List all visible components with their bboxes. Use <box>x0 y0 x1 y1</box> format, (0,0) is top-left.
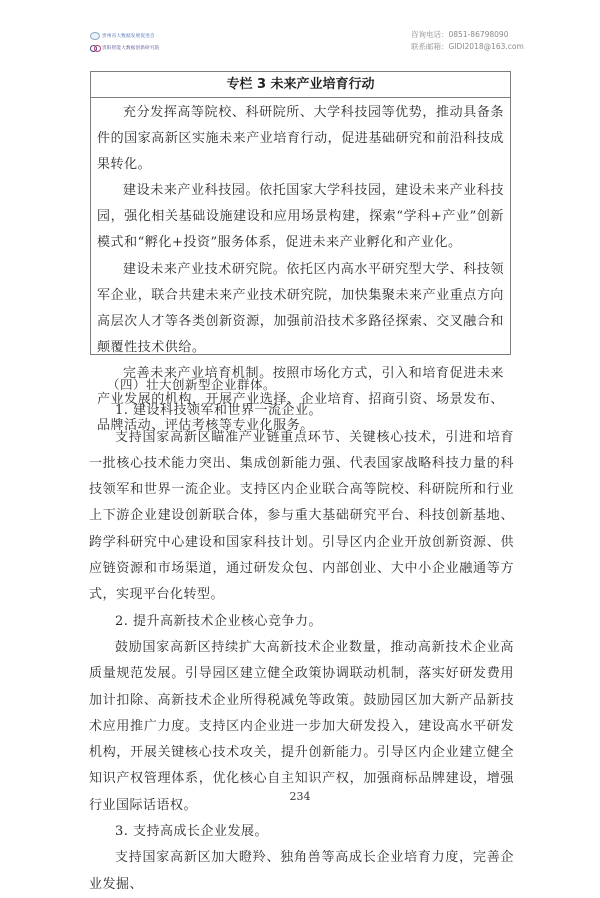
organization-logo <box>90 30 162 54</box>
logo-text-2: 贵阳智能大数据创新研究院 <box>102 45 160 51</box>
association-emblem-icon <box>90 32 100 40</box>
item-heading-1: 1. 建设科技领军和世界一流企业。 <box>115 403 323 419</box>
logo-text-1: 贵州省大数据发展促进会 <box>102 33 155 39</box>
item-paragraph-2: 鼓励国家高新区持续扩大高新技术企业数量，推动高新技术企业高质量规范发展。引导园区建立健全政策协调联动机制，落实好研发费用加计扣除、高新技术企业所得税减免等政策。鼓励园区加大新产品新技术应用推广力度。支持区内企业进一步加大研发投入，建设高水平研发机构，开展关键核心技术攻关，提升创新能力。引导区内企业建立健全知识产权管理体系，优化核心自主知识产权，加强商标品牌建设，增强行业国际话语权。 <box>89 639 514 813</box>
page-number: 234 <box>289 790 311 803</box>
logo-row-2 <box>90 42 162 53</box>
item-heading-2: 2. 提升高新技术企业核心竞争力。 <box>115 613 323 629</box>
item-paragraph-3: 支持国家高新区加大瞪羚、独角兽等高成长企业培育力度，完善企业发掘、 <box>89 850 514 892</box>
section-heading: （四）壮大创新型企业群体。 <box>107 377 277 392</box>
contact-email: 联系邮箱：GIDI2018@163.com <box>411 42 524 51</box>
column-paragraph: 建设未来产业技术研究院。依托区内高水平研究型大学、科技领军企业，联合共建未来产业技术研究院，加快集聚未来产业重点方向高层次人才等各类创新资源，加强前沿技术多路径探索、交叉融合和颠覆性技术供给。 <box>97 261 504 355</box>
column-paragraph: 建设未来产业科技园。依托国家大学科技园，建设未来产业科技园，强化相关基础设施建设和应用场景构建，探索“学科+产业”创新模式和“孵化+投资”服务体系，促进未来产业孵化和产业化。 <box>97 183 504 251</box>
column-title: 专栏 3 未来产业培育行动 <box>91 72 510 98</box>
item-paragraph-1: 支持国家高新区瞄准产业链重点环节、关键核心技术，引进和培育一批核心技术能力突出、集成创新能力强、代表国家战略科技力量的科技领军和世界一流企业。支持区内企业联合高等院校、科研院所和行业上下游企业建设创新联合体，参与重大基础研究平台、科技创新基地、跨学科研究中心建设和国家科技计划。引导区内企业开放创新资源、供应链资源和市场渠道，通过研发众包、内部创业、大中小企业融通等方式，实现平台化转型。 <box>89 429 514 603</box>
item-heading-3: 3. 支持高成长企业发展。 <box>115 824 269 840</box>
column-paragraph: 完善未来产业培育机制。按照市场化方式，引入和培育促进未来产业发展的机构，开展产业选择、企业培育、招商引资、场景发布、品牌活动、评估考核等专业化服务。 <box>97 365 504 434</box>
logo-row-1 <box>90 30 162 41</box>
contact-phone: 咨询电话：0851-86798090 <box>411 30 509 39</box>
institute-emblem-icon <box>90 44 100 52</box>
column-paragraph: 充分发挥高等院校、科研院所、大学科技园等优势，推动具备条件的国家高新区实施未来产业培育行动，促进基础研究和前沿科技成果转化。 <box>97 105 504 173</box>
main-text <box>89 372 514 898</box>
contact-info <box>411 29 524 53</box>
